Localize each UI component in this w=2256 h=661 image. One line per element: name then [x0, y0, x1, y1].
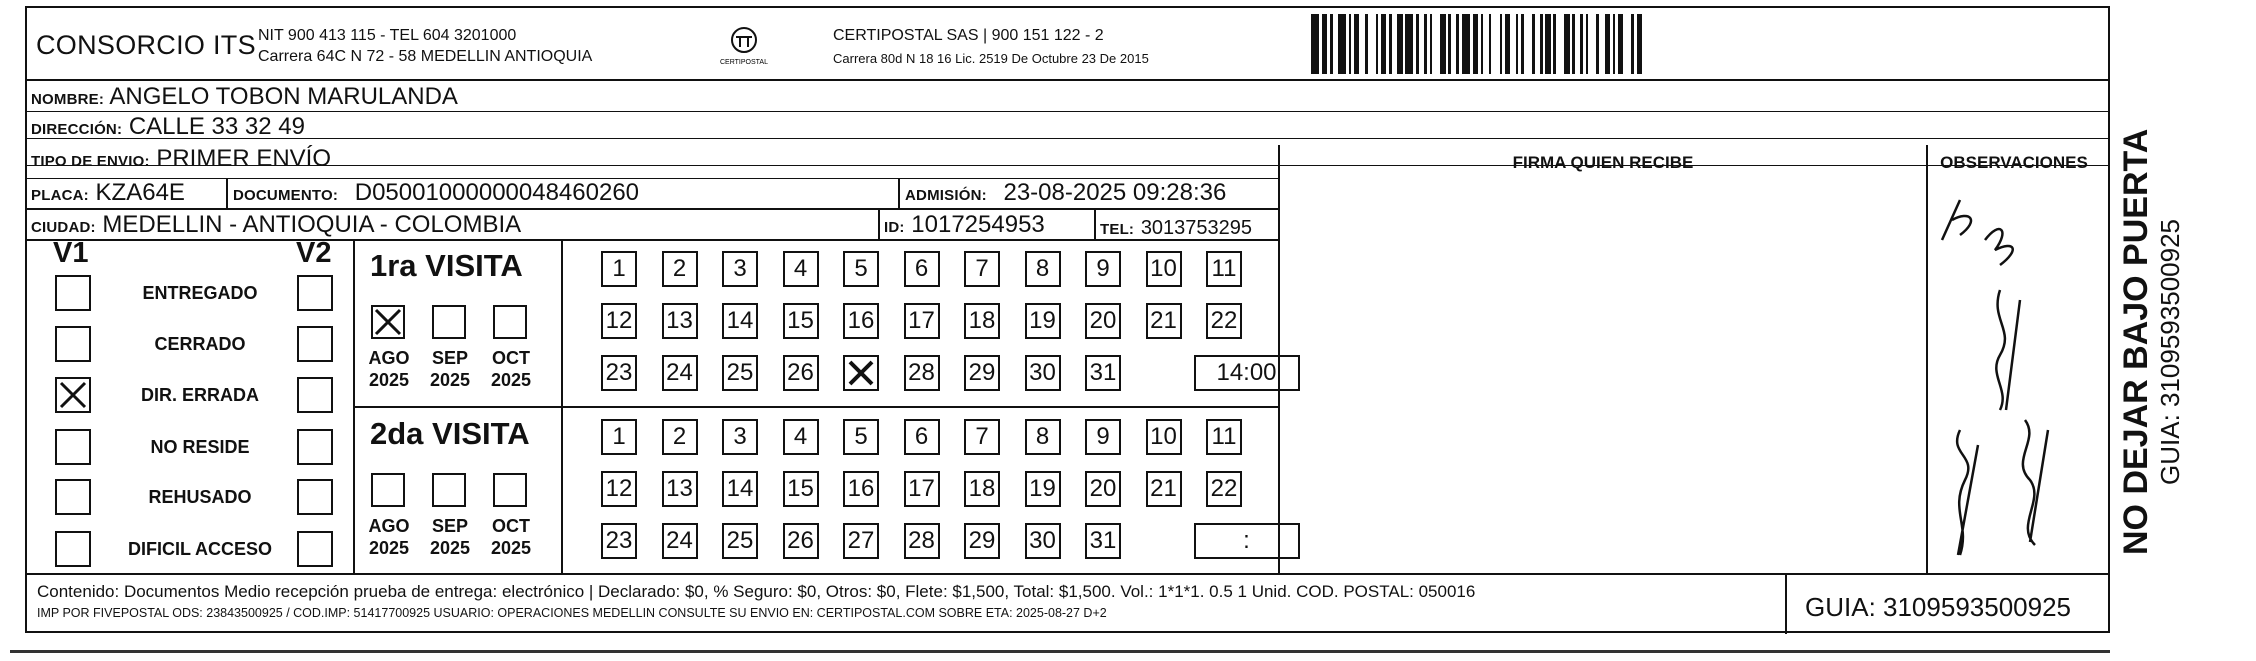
- day-2-box[interactable]: 2: [662, 419, 698, 455]
- day-6-box[interactable]: 6: [904, 419, 940, 455]
- footer-guia: GUIA: 3109593500925: [1805, 592, 2071, 622]
- day-12-box[interactable]: 12: [601, 303, 637, 339]
- address-row: [31, 113, 305, 141]
- day-7-box[interactable]: 7: [964, 419, 1000, 455]
- day-13-box[interactable]: 13: [662, 471, 698, 507]
- day-18-box[interactable]: 18: [964, 471, 1000, 507]
- company-name: CONSORCIO ITS: [36, 30, 256, 60]
- visit-time-field[interactable]: 14:00: [1194, 355, 1300, 391]
- day-4-box[interactable]: 4: [783, 251, 819, 287]
- month-label: [359, 347, 419, 391]
- day-19-box[interactable]: 19: [1025, 471, 1061, 507]
- day-12-box[interactable]: 12: [601, 471, 637, 507]
- status-label: NO RESIDE: [150, 437, 250, 457]
- day-16-box[interactable]: 16: [843, 303, 879, 339]
- side-warning: NO DEJAR BAJO PUERTA: [2117, 128, 2155, 555]
- tel-value: 3013753295: [1140, 217, 1253, 239]
- day-22-box[interactable]: 22: [1206, 471, 1242, 507]
- status-label: DIR. ERRADA: [140, 385, 259, 405]
- day-5-box[interactable]: 5: [843, 251, 879, 287]
- admision-label: ADMISIÓN:: [905, 187, 987, 204]
- barcode-bar: [1338, 14, 1346, 74]
- visit-title: 2da VISITA: [370, 416, 530, 451]
- month-label: [481, 347, 541, 391]
- day-24-box[interactable]: 24: [662, 355, 698, 391]
- day-20-box[interactable]: 20: [1085, 303, 1121, 339]
- admision-field: [905, 179, 1226, 207]
- v2-checkbox[interactable]: [297, 429, 333, 465]
- v2-header: V2: [296, 237, 332, 269]
- tipo-label: TIPO DE ENVIO:: [31, 153, 150, 170]
- month-year: 2025: [429, 538, 471, 558]
- day-21-box[interactable]: 21: [1146, 471, 1182, 507]
- placa-value: KZA64E: [95, 179, 185, 206]
- day-27-box[interactable]: 27: [843, 523, 879, 559]
- tipo-value: PRIMER ENVÍO: [156, 145, 332, 172]
- day-25-box[interactable]: 25: [722, 355, 758, 391]
- carrier-line-2: Carrera 80d N 18 16 Lic. 2519 De Octubre 23 De 2015: [833, 51, 1149, 66]
- observaciones-handwriting: [1930, 180, 2100, 570]
- ciudad-value: MEDELLIN - ANTIOQUIA - COLOMBIA: [102, 211, 522, 238]
- v2-checkbox[interactable]: [297, 275, 333, 311]
- barcode-bar: [1462, 14, 1470, 74]
- month-checkbox[interactable]: [493, 305, 527, 339]
- day-3-box[interactable]: 3: [722, 251, 758, 287]
- name-row: [31, 83, 458, 111]
- month-name: SEP: [431, 348, 469, 368]
- observaciones-label: OBSERVACIONES: [1940, 153, 2088, 172]
- day-29-box[interactable]: 29: [964, 355, 1000, 391]
- day-30-box[interactable]: 30: [1025, 355, 1061, 391]
- month-year: 2025: [490, 538, 532, 558]
- company-line-1: NIT 900 413 115 - TEL 604 3201000: [258, 27, 517, 44]
- v1-checkbox[interactable]: [55, 429, 91, 465]
- day-17-box[interactable]: 17: [904, 303, 940, 339]
- day-1-box[interactable]: 1: [601, 251, 637, 287]
- day-1-box[interactable]: 1: [601, 419, 637, 455]
- footer-line-1: Contenido: Documentos Medio recepción prueba de entrega: electrónico | Declarado: $0, % Seguro: $0, Otros: $0, Flete: $1,500, Total: $1,500. Vol.: 1*1*1. 0.5 1 Unid. COD. POSTAL: 050016: [37, 582, 1476, 601]
- v1-checkbox[interactable]: [55, 275, 91, 311]
- ciudad-label: CIUDAD:: [31, 219, 96, 236]
- day-21-box[interactable]: 21: [1146, 303, 1182, 339]
- v1-checkbox[interactable]: [55, 479, 91, 515]
- day-24-box[interactable]: 24: [662, 523, 698, 559]
- day-22-box[interactable]: 22: [1206, 303, 1242, 339]
- day-7-box[interactable]: 7: [964, 251, 1000, 287]
- month-name: OCT: [492, 348, 530, 368]
- placa-label: PLACA:: [31, 187, 89, 204]
- barcode-bar: [1432, 14, 1440, 74]
- month-label: [420, 515, 480, 559]
- day-9-box[interactable]: 9: [1085, 419, 1121, 455]
- month-checkbox[interactable]: [493, 473, 527, 507]
- tel-field: [1100, 213, 1252, 241]
- v1-checkbox[interactable]: [55, 531, 91, 567]
- v2-checkbox[interactable]: [297, 479, 333, 515]
- placa-row: [31, 179, 185, 207]
- month-year: 2025: [368, 370, 410, 390]
- day-27-box[interactable]: [843, 355, 879, 391]
- day-25-box[interactable]: 25: [722, 523, 758, 559]
- id-field: [884, 211, 1045, 239]
- day-23-box[interactable]: 23: [601, 523, 637, 559]
- month-label: [359, 515, 419, 559]
- month-checkbox[interactable]: [432, 305, 466, 339]
- ciudad-row: [31, 211, 521, 239]
- day-3-box[interactable]: 3: [722, 419, 758, 455]
- day-31-box[interactable]: 31: [1085, 523, 1121, 559]
- month-checkbox[interactable]: [432, 473, 466, 507]
- v1-checkbox[interactable]: [55, 377, 91, 413]
- month-label: [481, 515, 541, 559]
- v2-checkbox[interactable]: [297, 326, 333, 362]
- nombre-label: NOMBRE:: [31, 91, 105, 108]
- v1-checkbox[interactable]: [55, 326, 91, 362]
- v2-checkbox[interactable]: [297, 377, 333, 413]
- nombre-value: ANGELO TOBON MARULANDA: [109, 83, 458, 110]
- status-label: REHUSADO: [148, 487, 252, 507]
- barcode-bar: [1642, 14, 1645, 74]
- status-label: CERRADO: [154, 334, 246, 354]
- certipostal-logo: [716, 22, 772, 74]
- day-6-box[interactable]: 6: [904, 251, 940, 287]
- day-26-box[interactable]: 26: [783, 523, 819, 559]
- documento-label: DOCUMENTO:: [233, 187, 339, 204]
- visit-title: 1ra VISITA: [370, 248, 523, 283]
- day-23-box[interactable]: 23: [601, 355, 637, 391]
- day-11-box[interactable]: 11: [1206, 251, 1242, 287]
- day-9-box[interactable]: 9: [1085, 251, 1121, 287]
- month-name: OCT: [492, 516, 530, 536]
- day-15-box[interactable]: 15: [783, 303, 819, 339]
- day-13-box[interactable]: 13: [662, 303, 698, 339]
- documento-field: [233, 179, 639, 207]
- day-20-box[interactable]: 20: [1085, 471, 1121, 507]
- barcode-bar: [1368, 14, 1376, 74]
- day-5-box[interactable]: 5: [843, 419, 879, 455]
- id-label: ID:: [884, 219, 905, 236]
- month-year: 2025: [490, 370, 532, 390]
- day-8-box[interactable]: 8: [1025, 251, 1061, 287]
- month-label: [420, 347, 480, 391]
- direccion-value: CALLE 33 32 49: [128, 113, 305, 140]
- tipo-row: [31, 145, 331, 173]
- day-30-box[interactable]: 30: [1025, 523, 1061, 559]
- footer-line-2: IMP POR FIVEPOSTAL ODS: 23843500925 / COD.IMP: 51417700925 USUARIO: OPERACIONES MEDELLIN CONSULTE SU ENVIO EN: CERTIPOSTAL.COM SOBRE ETA: 2025-08-27 D+2: [37, 606, 1107, 620]
- day-28-box[interactable]: 28: [904, 355, 940, 391]
- day-31-box[interactable]: 31: [1085, 355, 1121, 391]
- day-17-box[interactable]: 17: [904, 471, 940, 507]
- day-29-box[interactable]: 29: [964, 523, 1000, 559]
- visit-time-field[interactable]: :: [1194, 523, 1300, 559]
- day-19-box[interactable]: 19: [1025, 303, 1061, 339]
- company-line-2: Carrera 64C N 72 - 58 MEDELLIN ANTIOQUIA: [258, 48, 593, 65]
- barcode-bar: [1556, 14, 1564, 74]
- barcode-bar: [1405, 14, 1413, 74]
- day-14-box[interactable]: 14: [722, 471, 758, 507]
- status-label: DIFICIL ACCESO: [127, 539, 272, 559]
- day-11-box[interactable]: 11: [1206, 419, 1242, 455]
- month-name: AGO: [368, 348, 410, 368]
- barcode-graphic: [1311, 14, 1904, 74]
- documento-value: D05001000000048460260: [354, 179, 640, 206]
- day-10-box[interactable]: 10: [1146, 419, 1182, 455]
- admision-value: 23-08-2025 09:28:36: [1003, 179, 1227, 206]
- day-4-box[interactable]: 4: [783, 419, 819, 455]
- day-8-box[interactable]: 8: [1025, 419, 1061, 455]
- barcode-bar: [1491, 14, 1499, 74]
- v2-checkbox[interactable]: [297, 531, 333, 567]
- month-year: 2025: [368, 538, 410, 558]
- barcode-bar: [1311, 14, 1319, 74]
- direccion-label: DIRECCIÓN:: [31, 121, 123, 138]
- month-name: SEP: [431, 516, 469, 536]
- month-checkbox[interactable]: [371, 473, 405, 507]
- day-10-box[interactable]: 10: [1146, 251, 1182, 287]
- barcode-bar: [1588, 14, 1596, 74]
- month-name: AGO: [368, 516, 410, 536]
- day-28-box[interactable]: 28: [904, 523, 940, 559]
- side-guia: GUIA: 3109593500925: [2155, 219, 2185, 485]
- month-year: 2025: [429, 370, 471, 390]
- logo-text: CERTIPOSTAL: [720, 59, 768, 66]
- day-26-box[interactable]: 26: [783, 355, 819, 391]
- carrier-line-1: CERTIPOSTAL SAS | 900 151 122 - 2: [833, 27, 1104, 44]
- day-18-box[interactable]: 18: [964, 303, 1000, 339]
- barcode-bar: [1623, 14, 1631, 74]
- barcode-bar: [1524, 14, 1532, 74]
- id-value: 1017254953: [911, 211, 1045, 238]
- v1-header: V1: [53, 237, 89, 269]
- day-16-box[interactable]: 16: [843, 471, 879, 507]
- day-15-box[interactable]: 15: [783, 471, 819, 507]
- tel-label: TEL:: [1100, 221, 1135, 238]
- month-checkbox[interactable]: [371, 305, 405, 339]
- status-label: ENTREGADO: [142, 283, 258, 303]
- day-14-box[interactable]: 14: [722, 303, 758, 339]
- day-2-box[interactable]: 2: [662, 251, 698, 287]
- firma-label: FIRMA QUIEN RECIBE: [1512, 153, 1694, 172]
